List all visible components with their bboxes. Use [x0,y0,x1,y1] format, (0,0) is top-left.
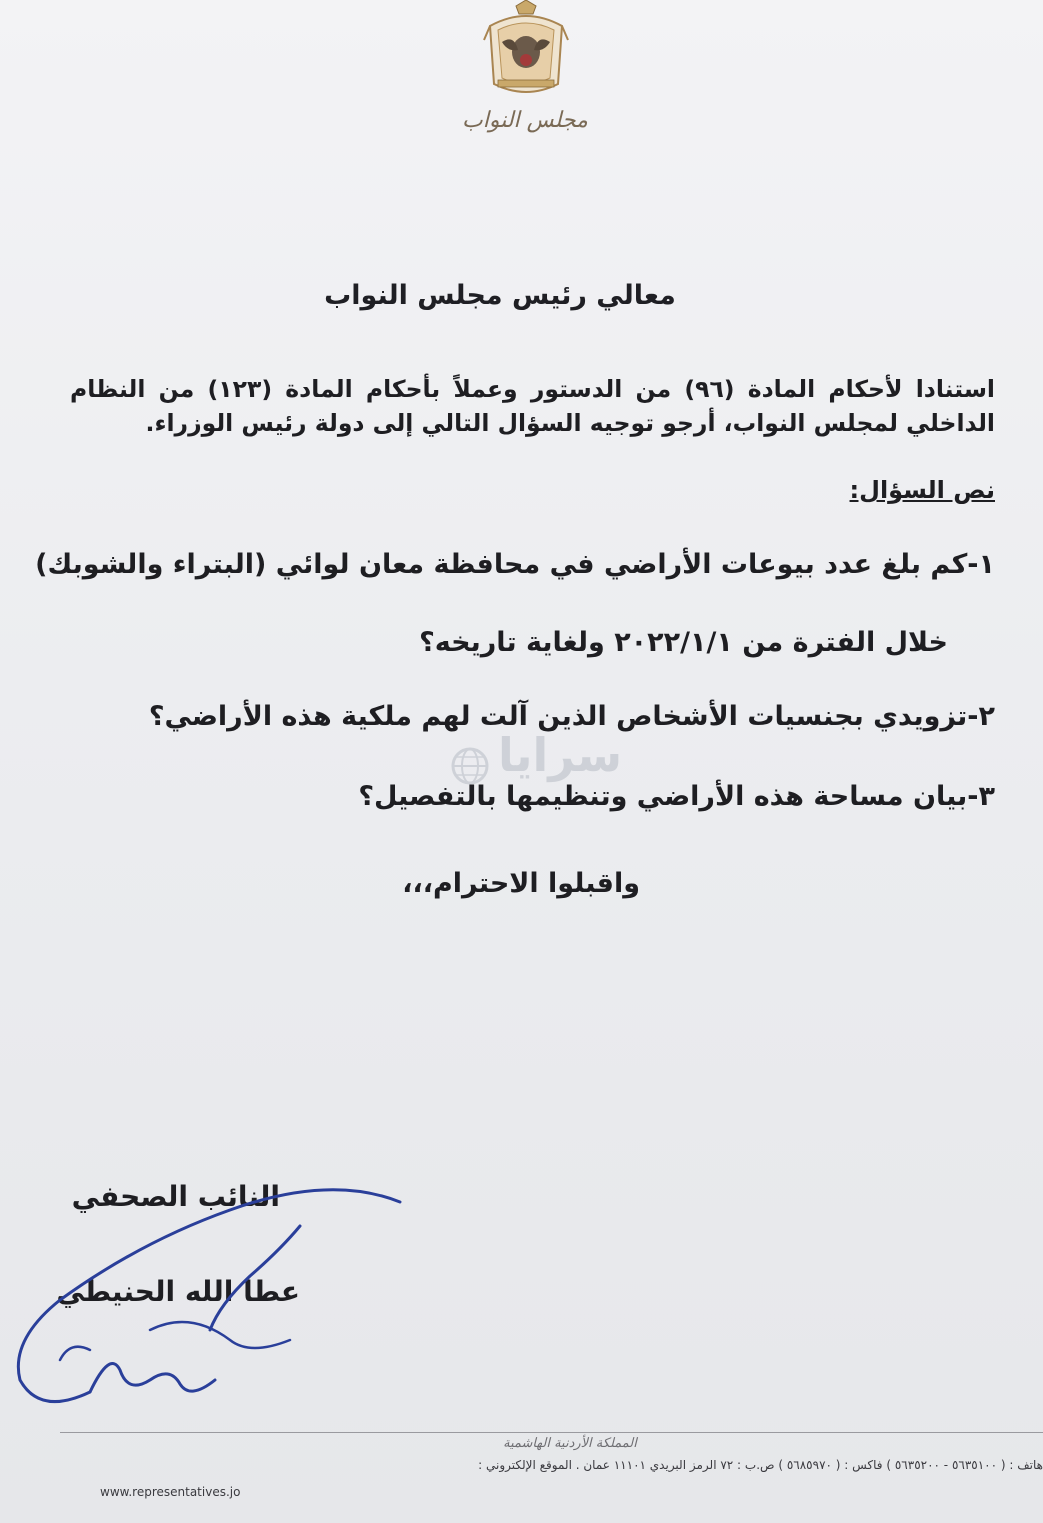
globe-icon [450,746,490,786]
council-logo-text: مجلس النواب [462,108,588,133]
watermark-text: سرايا [498,728,623,782]
question-2: ٢-تزويدي بجنسيات الأشخاص الذين آلت لهم ملكية هذه الأراضي؟ [148,701,995,732]
signatory-name: عطا الله الحنيطي [56,1275,300,1308]
footer-kingdom: المملكة الأردنية الهاشمية [503,1436,637,1451]
footer-divider [60,1432,1043,1433]
intro-paragraph: استنادا لأحكام المادة (٩٦) من الدستور وعملاً بأحكام المادة (١٢٣) من النظام الداخلي لمجلس النواب، أرجو توجيه السؤال التالي إلى دولة رئيس الوزراء. [70,375,995,437]
watermark [450,722,630,792]
closing-line: واقبلوا الاحترام،،، [402,868,640,899]
signatory-title: النائب الصحفي [71,1180,280,1213]
handwritten-signature [0,1180,420,1440]
footer-website: www.representatives.jo [100,1485,241,1499]
question-3: ٣-بيان مساحة هذه الأراضي وتنظيمها بالتفصيل؟ [358,781,995,812]
royal-crest-icon [478,0,574,100]
addressee-heading: معالي رئيس مجلس النواب [324,280,676,311]
question-1-line-2: خلال الفترة من ٢٠٢٢/١/١ ولغاية تاريخه؟ [419,627,948,658]
footer-contact-line: هاتف : ( ٥٦٣٥١٠٠ - ٥٦٣٥٢٠٠ ) فاكس : ( ٥٦٨٥٩٧٠ ) ص.ب : ٧٢ الرمز البريدي ١١١٠١ عمان . الموقع الإلكتروني : [478,1458,1043,1472]
question-1-line-1: ١-كم بلغ عدد بيوعات الأراضي في محافظة معان لوائي (البتراء والشوبك) [35,549,995,580]
question-heading: نص السؤال: [849,476,995,504]
